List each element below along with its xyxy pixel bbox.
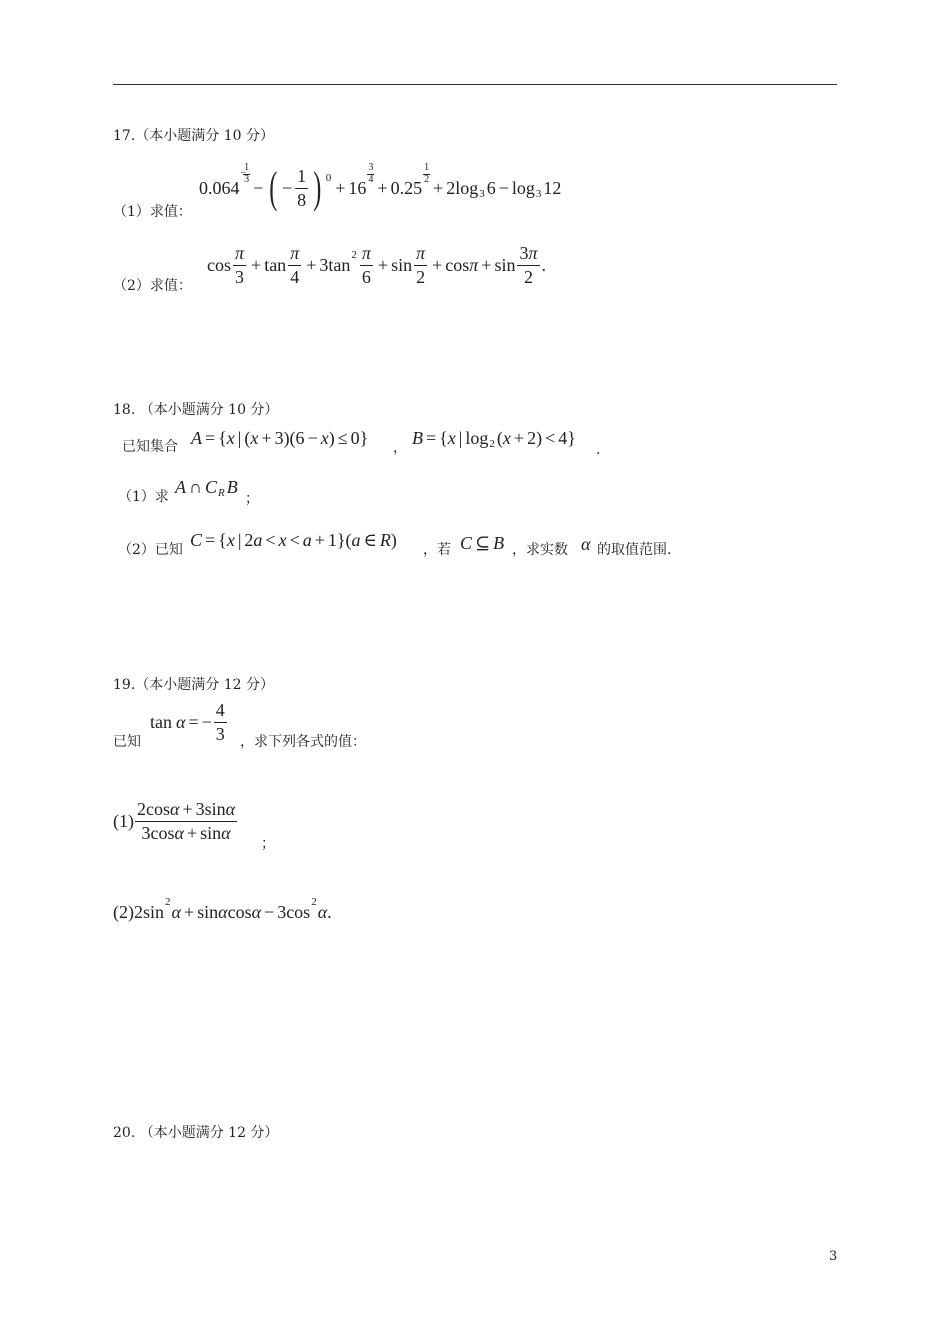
q19-part1-tail: ； (261, 836, 275, 852)
q18-set-c: C = { x | 2 a < x < a + 1} ( a ∈ R ) (190, 530, 397, 550)
q18-part1-tail: ； (245, 491, 259, 507)
q19-intro: 已知 (113, 734, 141, 750)
q18-set-b: B = { x | log 2 ( x + 2) < 4} (412, 428, 576, 450)
q18-alpha: α (581, 534, 591, 554)
q19-part1-formula: (1) $\frac{2\cos\alpha + 3\sin\alpha}{3\cos\alpha + \sin\alpha}$ (113, 798, 236, 843)
q18-subset-formula: C ⊆ B (460, 533, 505, 553)
q18-heading: 18. （本小题满分 10 分） (113, 402, 279, 418)
q17-part2-label: （2）求值： (113, 278, 192, 294)
q17-heading: 17.（本小题满分 10 分） (113, 128, 274, 144)
q18-part2-mid: ，若 (423, 542, 451, 558)
q17-part1-label: （1）求值： (113, 204, 192, 220)
page-number: 3 (829, 1249, 838, 1264)
q17-part1-formula: 0.064 − $\frac{1}{3}$ − ( − $\frac{1}{8}$ ) 0 + 16 $\frac{3}{4}$ + 0.25 $\frac{1}{2}$ + 2log 3 6 − log 3 12 (199, 162, 562, 212)
q19-given-formula: tan α = − $\frac{4}{3}$ (150, 699, 225, 744)
q18-period: . (596, 442, 601, 458)
q18-part2-tail2: 的取值范围. (597, 542, 672, 558)
q18-intro: 已知集合 (122, 439, 178, 455)
q17-part2-formula: cos $\frac{\pi}{3}$ + tan $\frac{\pi}{4}$ + 3tan 2 $\frac{\pi}{6}$ + sin $\frac{\pi}{2}$ + cos π + sin $\frac{3\pi}{2}$ . (207, 242, 546, 287)
q19-intro-tail: ，求下列各式的值： (240, 734, 366, 750)
q18-part2-tail1: ，求实数 (512, 542, 568, 558)
q18-part2-label: （2）已知 (118, 542, 183, 558)
q18-part1-formula: A ∩ C R B (175, 477, 238, 499)
q18-part1-label: （1）求 (118, 489, 169, 505)
q18-comma: ， (393, 440, 407, 456)
q19-part2-formula: (2)2sin 2 α + sin α cos α − 3cos 2 α . (113, 895, 332, 922)
header-rule (113, 84, 837, 85)
q19-heading: 19.（本小题满分 12 分） (113, 677, 274, 693)
q20-heading: 20. （本小题满分 12 分） (113, 1125, 279, 1141)
q18-set-a: A = { x | ( x + 3)(6 − x ) ≤ 0} (191, 428, 369, 448)
